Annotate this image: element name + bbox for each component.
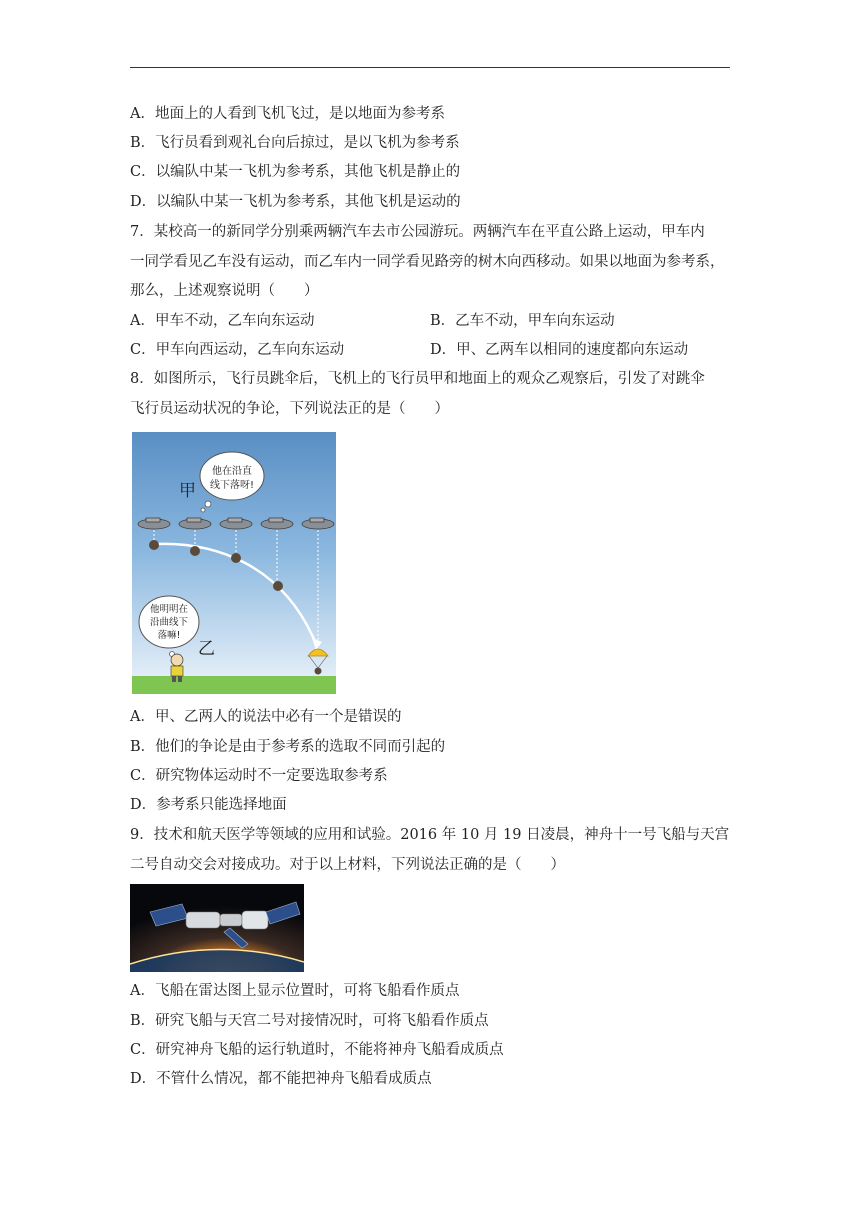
header-rule [130, 67, 730, 68]
q9-option-b: B．研究飞船与天宫二号对接情况时，可将飞船看作质点 [130, 1013, 489, 1029]
q7-option-d: D．甲、乙两车以相同的速度都向东运动 [430, 342, 689, 358]
label-yi: 乙 [198, 639, 215, 659]
q7-option-c: C．甲车向西运动，乙车向东运动 [130, 342, 345, 358]
q7-option-b: B．乙车不动，甲车向东运动 [430, 313, 615, 329]
q9-option-d: D．不管什么情况，都不能把神舟飞船看成质点 [130, 1071, 432, 1087]
q7-stem-line-1: 7．某校高一的新同学分别乘两辆汽车去市公园游玩。两辆汽车在平直公路上运动，甲车内 [130, 224, 705, 240]
label-jia: 甲 [179, 481, 196, 501]
bubble-yi-line-2: 沿曲线下 [149, 617, 189, 628]
q6-option-d: D．以编队中某一飞机为参考系，其他飞机是运动的 [130, 194, 461, 210]
q9-stem-line-2: 二号自动交会对接成功。对于以上材料，下列说法正确的是（ ） [130, 857, 565, 873]
bubble-yi-line-3: 落嘛! [157, 630, 181, 641]
q7-stem-line-3: 那么，上述观察说明（ ） [130, 283, 319, 299]
q6-option-b: B．飞行员看到观礼台向后掠过，是以飞机为参考系 [130, 135, 460, 151]
q6-option-a: A．地面上的人看到飞机飞过，是以地面为参考系 [130, 106, 445, 122]
module-1 [186, 912, 220, 928]
bubble-yi-line-1: 他明明在 [149, 604, 189, 615]
bubble-jia-line-1: 他在沿直 [212, 466, 252, 477]
q8-stem-line-2: 飞行员运动状况的争论，下列说法正的是（ ） [130, 401, 449, 417]
q6-option-c: C．以编队中某一飞机为参考系，其他飞机是静止的 [130, 164, 461, 180]
q7-stem-line-2: 一同学看见乙车没有运动，而乙车内一同学看见路旁的树木向西移动。如果以地面为参考系， [130, 254, 725, 270]
spacecraft-docking-photo [130, 884, 304, 972]
module-2 [220, 914, 242, 926]
module-3 [242, 911, 268, 929]
ground [132, 676, 336, 694]
q7-option-a: A．甲车不动，乙车向东运动 [130, 313, 315, 329]
q8-option-a: A．甲、乙两人的说法中必有一个是错误的 [130, 709, 402, 725]
q9-option-a: A．飞船在雷达图上显示位置时，可将飞船看作质点 [130, 983, 460, 999]
q9-stem-line-1: 9．技术和航天医学等领域的应用和试验。2016 年 10 月 19 日凌晨，神舟十一号飞船与天宫 [130, 827, 730, 843]
q8-option-c: C．研究物体运动时不一定要选取参考系 [130, 768, 388, 784]
parachute-illustration [132, 432, 336, 694]
bubble-jia-line-2: 线下落呀! [209, 480, 255, 491]
q8-option-d: D．参考系只能选择地面 [130, 797, 287, 813]
q8-stem-line-1: 8．如图所示，飞行员跳伞后，飞机上的飞行员甲和地面上的观众乙观察后，引发了对跳伞 [130, 371, 705, 387]
q8-option-b: B．他们的争论是由于参考系的选取不同而引起的 [130, 739, 446, 755]
q9-option-c: C．研究神舟飞船的运行轨道时，不能将神舟飞船看成质点 [130, 1042, 504, 1058]
